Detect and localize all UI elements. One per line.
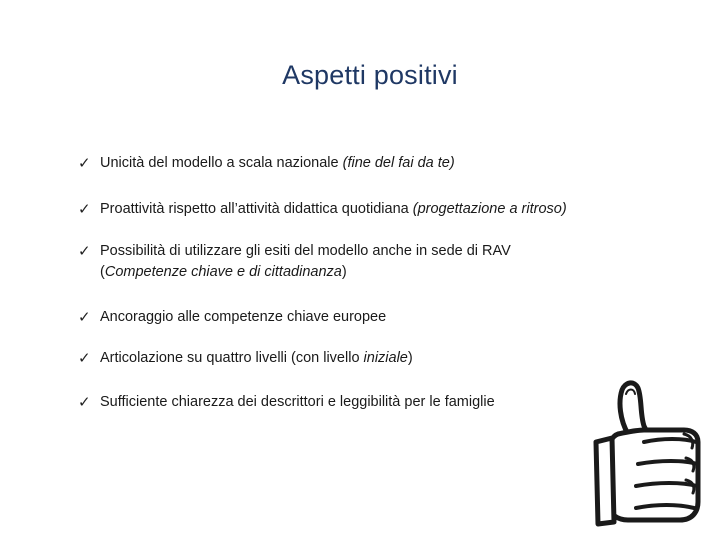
bullet-text-close: ) <box>341 264 347 280</box>
bullet-text-close: ) <box>407 350 413 366</box>
bullet-text: Sufficiente chiarezza dei descrittori e leggibilità per le famiglie <box>100 394 495 410</box>
checkmark-icon: ✓ <box>78 243 91 260</box>
bullet-text: Proattività rispetto all’attività didattica quotidiana <box>100 201 413 217</box>
thumbs-up-icon <box>588 372 714 530</box>
bullet-text: Articolazione su quattro livelli (con livello <box>100 350 364 366</box>
checkmark-icon: ✓ <box>78 394 91 411</box>
bullet-italic-text: (fine del fai da te) <box>342 155 455 171</box>
slide-title: Aspetti positivi <box>282 60 458 90</box>
checkmark-icon: ✓ <box>78 155 91 172</box>
checkmark-icon: ✓ <box>78 309 91 326</box>
bullet-text: Unicità del modello a scala nazionale <box>100 155 343 171</box>
bullet-italic-text: iniziale <box>363 350 408 366</box>
bullet-italic-text: (progettazione a ritroso) <box>412 201 567 217</box>
bullet-text: Possibilità di utilizzare gli esiti del modello anche in sede di RAV <box>100 243 511 259</box>
bullet-italic-text: Competenze chiave e di cittadinanza <box>104 264 342 280</box>
bullet-text-open: ( <box>100 264 105 280</box>
bullet-text: Ancoraggio alle competenze chiave europee <box>100 309 387 325</box>
checkmark-icon: ✓ <box>78 350 91 367</box>
checkmark-icon: ✓ <box>78 201 91 218</box>
